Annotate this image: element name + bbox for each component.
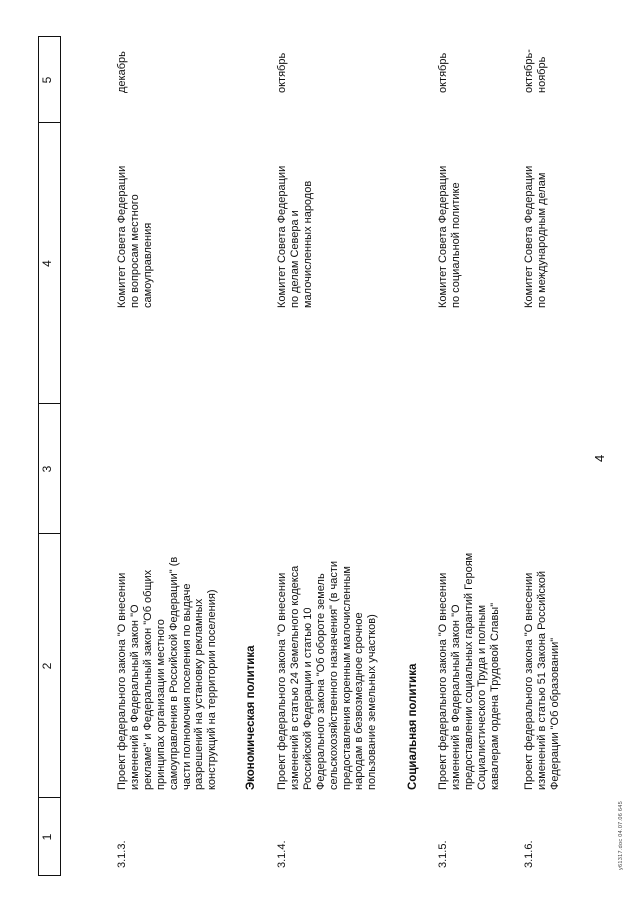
page-number: 4: [592, 454, 607, 462]
column-number: 4: [40, 260, 54, 267]
column-number: 3: [40, 465, 54, 473]
row-number: 3.1.4.: [276, 840, 288, 868]
row-description: Проект федерального закона "О внесении изменений в статью 24 Земельного кодекса Российской Федерации и статью 10 Федерального закона "Об обороте земель сельскохозяйственного назначения" (в части предоставления коренным малочисленным народам в безвозмездное срочное пользование земельных участков): [276, 560, 379, 790]
table-header: [38, 36, 60, 876]
row-period: октябрь- ноябрь: [523, 49, 548, 93]
row-period: декабрь: [116, 51, 128, 93]
column-number: 2: [40, 662, 54, 670]
row-description: Проект федерального закона "О внесении изменений в статью 51 Закона Российской Федерации "Об образовании": [523, 570, 561, 790]
footer-file-stamp: y61317.doc 04.07.06 645: [618, 801, 624, 870]
row-number: 3.1.6.: [523, 840, 535, 868]
row-period: октябрь: [276, 52, 288, 93]
header-top-rule: [38, 36, 39, 876]
header-bottom-rule: [60, 36, 61, 876]
row-committee: Комитет Совета Федерации по международным делам: [523, 165, 548, 308]
row-description: Проект федерального закона "О внесении изменений в Федеральный закон "О предоставлении социальных гарантий Героям Социалистического Труда и полным кавалерам ордена Трудовой Славы": [437, 552, 501, 790]
row-period: октябрь: [437, 52, 449, 93]
section-title-social: Социальная политика: [407, 663, 419, 790]
column-number: 5: [40, 76, 54, 84]
row-number: 3.1.3.: [116, 840, 128, 868]
row-description: Проект федерального закона "О внесении изменений в Федеральный закон "О рекламе" и Федеральный закон "Об общих принципах организации местного самоуправления в Российской Федерации" (в части полномочия поселения по выдаче разрешений на установку рекламных конструкций на территории поселения): [116, 556, 219, 790]
row-number: 3.1.5.: [437, 840, 449, 868]
row-committee: Комитет Совета Федерации по делам Севера и малочисленных народов: [276, 165, 314, 308]
section-title-economic: Экономическая политика: [245, 645, 257, 790]
row-committee: Комитет Совета Федерации по социальной политике: [437, 165, 462, 308]
column-number: 1: [40, 833, 54, 841]
row-committee: Комитет Совета Федерации по вопросам местного самоуправления: [116, 165, 154, 308]
